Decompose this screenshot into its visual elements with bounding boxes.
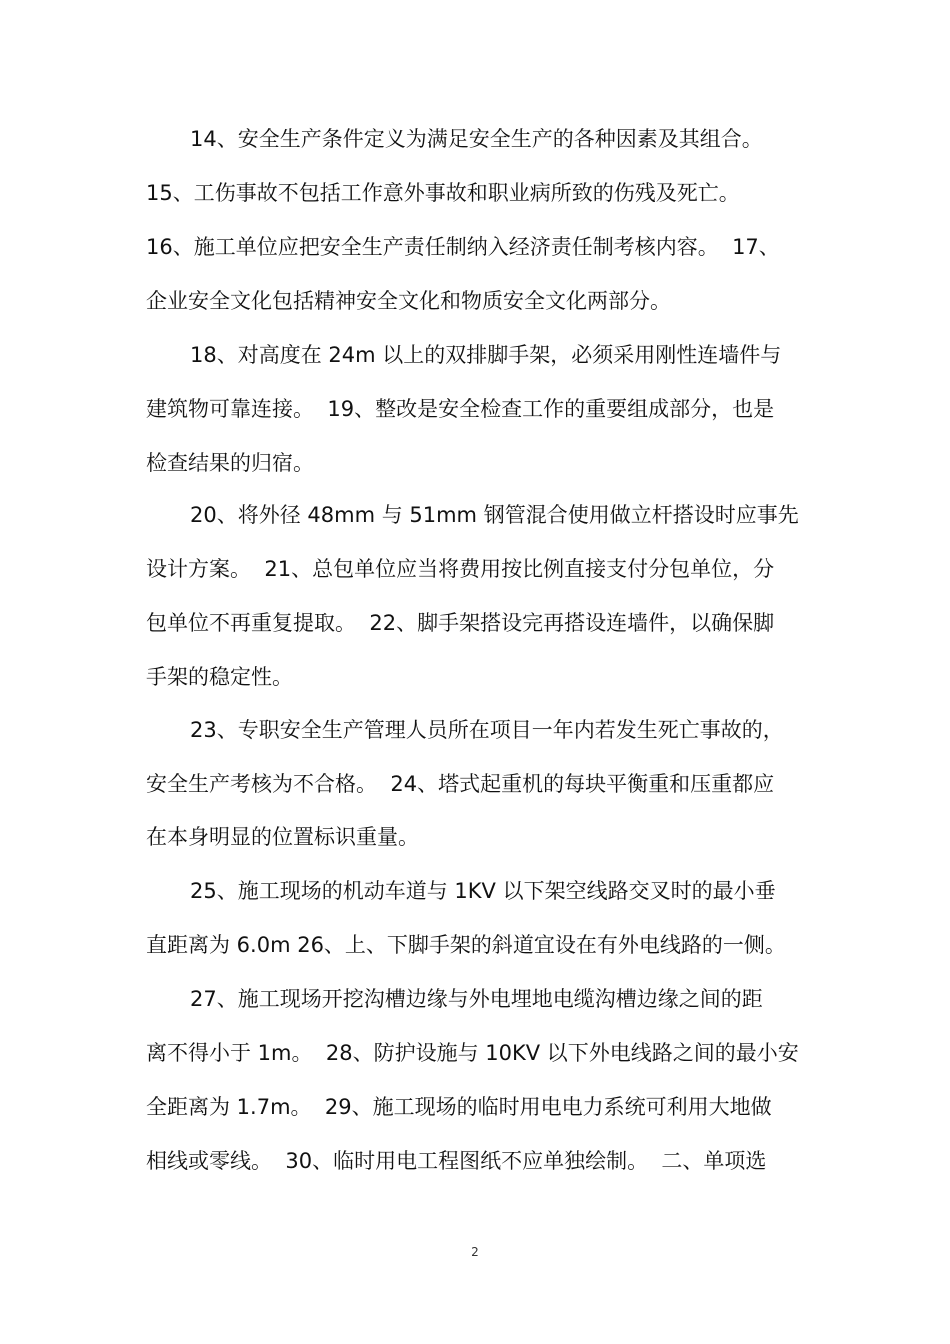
text-line: 建筑物可靠连接。 19、整改是安全检查工作的重要组成部分，也是 — [146, 397, 775, 421]
text-line: 16、施工单位应把安全生产责任制纳入经济责任制考核内容。 17、 — [146, 235, 780, 259]
text-line: 27、施工现场开挖沟槽边缘与外电埋地电缆沟槽边缘之间的距 — [190, 987, 763, 1011]
text-line: 检查结果的归宿。 — [146, 451, 314, 475]
text-line: 包单位不再重复提取。 22、脚手架搭设完再搭设连墙件，以确保脚 — [146, 611, 775, 635]
text-line: 在本身明显的位置标识重量。 — [146, 825, 419, 849]
text-line: 离不得小于 1m。 28、防护设施与 10KV 以下外电线路之间的最小安 — [146, 1041, 799, 1065]
text-line: 手架的稳定性。 — [146, 665, 293, 689]
text-line: 18、对高度在 24m 以上的双排脚手架，必须采用刚性连墙件与 — [190, 343, 782, 367]
text-line: 安全生产考核为不合格。 24、塔式起重机的每块平衡重和压重都应 — [146, 772, 775, 796]
text-line: 直距离为 6.0m 26、上、下脚手架的斜道宜设在有外电线路的一侧。 — [146, 933, 786, 957]
text-line: 全距离为 1.7m。 29、施工现场的临时用电电力系统可利用大地做 — [146, 1095, 772, 1119]
text-line: 15、工伤事故不包括工作意外事故和职业病所致的伤残及死亡。 — [146, 181, 740, 205]
text-line: 25、施工现场的机动车道与 1KV 以下架空线路交叉时的最小垂 — [190, 879, 776, 903]
text-line: 企业安全文化包括精神安全文化和物质安全文化两部分。 — [146, 289, 671, 313]
page-number: 2 — [471, 1245, 479, 1259]
text-line: 相线或零线。 30、临时用电工程图纸不应单独绘制。 二、单项选 — [146, 1149, 767, 1173]
text-line: 14、安全生产条件定义为满足安全生产的各种因素及其组合。 — [190, 127, 763, 151]
text-line: 23、专职安全生产管理人员所在项目一年内若发生死亡事故的， — [190, 718, 784, 742]
text-line: 20、将外径 48mm 与 51mm 钢管混合使用做立杆搭设时应事先 — [190, 503, 799, 527]
text-line: 设计方案。 21、总包单位应当将费用按比例直接支付分包单位，分 — [146, 557, 775, 581]
